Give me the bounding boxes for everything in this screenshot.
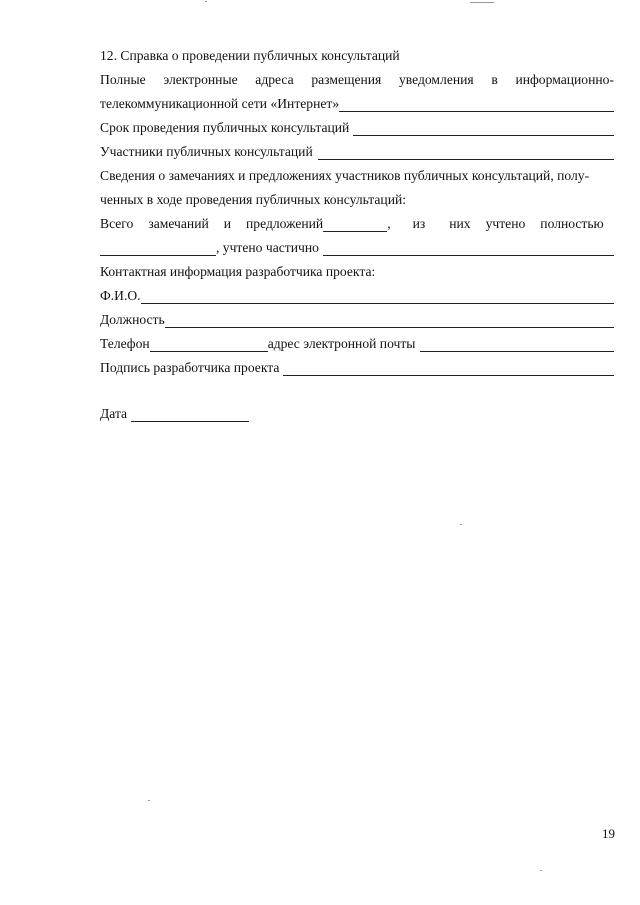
position-line — [100, 308, 614, 332]
scan-mark — [148, 800, 150, 801]
remarks-line-2 — [100, 188, 614, 212]
total-tail-word: из — [412, 216, 426, 231]
addresses-word: Полные — [100, 72, 146, 87]
fio-label: Ф.И.О. — [100, 288, 141, 303]
phone-blank[interactable] — [150, 335, 268, 352]
position-blank[interactable] — [165, 311, 614, 328]
comma: , — [387, 216, 391, 231]
total-word: Всего — [100, 216, 134, 231]
remarks-text-1: Сведения о замечаниях и предложениях участников публичных консультаций, полу- — [100, 168, 590, 183]
addresses-word: размещения — [311, 72, 382, 87]
period-blank[interactable] — [353, 119, 614, 136]
addresses-line-2 — [100, 92, 614, 116]
period-line — [100, 116, 614, 140]
total-tail-word: полностью — [540, 216, 604, 231]
participants-line — [100, 140, 614, 164]
partial-label: , учтено частично — [216, 240, 319, 255]
section-heading: 12. Справка о проведении публичных консультаций — [100, 48, 400, 63]
addresses-word: уведомления — [398, 72, 474, 87]
participants-label: Участники публичных консультаций — [100, 144, 313, 159]
partial-line — [100, 236, 614, 260]
signature-label: Подпись разработчика проекта — [100, 360, 280, 375]
scan-mark — [460, 524, 462, 525]
scan-mark — [540, 870, 542, 871]
scan-mark — [470, 2, 494, 3]
date-label: Дата — [100, 406, 128, 421]
signature-blank[interactable] — [283, 359, 614, 376]
participants-blank[interactable] — [318, 143, 614, 160]
fully-accepted-blank[interactable] — [100, 239, 216, 256]
addresses-line-1 — [100, 68, 614, 92]
position-label: Должность — [100, 312, 165, 327]
section-heading-line — [100, 44, 614, 68]
addresses-label: телекоммуникационной сети «Интернет» — [100, 96, 340, 111]
contact-heading: Контактная информация разработчика проекта: — [100, 264, 376, 279]
date-blank[interactable] — [131, 405, 249, 422]
partial-blank[interactable] — [323, 239, 614, 256]
addresses-word: в — [491, 72, 498, 87]
addresses-word: электронные — [163, 72, 238, 87]
total-tail-word: них — [449, 216, 471, 231]
total-word: и — [223, 216, 232, 231]
total-word: замечаний — [148, 216, 209, 231]
total-tail-word: учтено — [485, 216, 526, 231]
phone-label: Телефон — [100, 336, 150, 351]
phone-line — [100, 332, 614, 356]
scan-mark — [205, 1, 207, 2]
remarks-line-1 — [100, 164, 614, 188]
fio-blank[interactable] — [141, 287, 614, 304]
total-count-blank[interactable] — [323, 215, 387, 232]
signature-line — [100, 356, 614, 380]
form-content — [100, 44, 614, 426]
contact-heading-line — [100, 260, 614, 284]
addresses-blank[interactable] — [339, 95, 614, 112]
total-word: предложений — [246, 216, 324, 231]
date-line — [100, 402, 614, 426]
remarks-text-2: ченных в ходе проведения публичных консультаций: — [100, 192, 407, 207]
period-label: Срок проведения публичных консультаций — [100, 120, 350, 135]
page-number: 19 — [602, 826, 615, 841]
fio-line — [100, 284, 614, 308]
email-blank[interactable] — [420, 335, 614, 352]
addresses-word: адреса — [255, 72, 294, 87]
email-label: адрес электронной почты — [267, 336, 416, 351]
addresses-word: информационно- — [515, 72, 614, 87]
total-line — [100, 212, 614, 236]
